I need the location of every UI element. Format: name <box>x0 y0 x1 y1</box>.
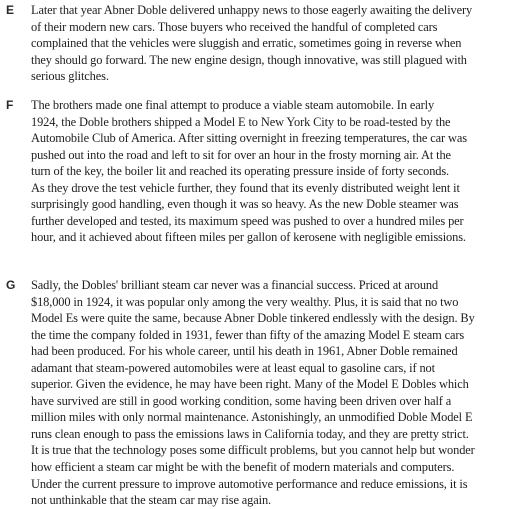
text-line: Later that year Abner Doble delivered unhappy news to those eagerly awaiting the delivery <box>31 3 473 17</box>
text-line: they should go forward. The new engine design, though innovative, was still plagued with <box>31 52 467 67</box>
text-line: adamant that steam-powered automobiles were at least equal to gasoline cars, if not <box>31 360 435 375</box>
paragraph-letter: G <box>6 278 16 292</box>
text-line: Model Es were quite the same, because Abner Doble tinkered endlessly with the design. By <box>31 311 475 326</box>
text-line: runs clean enough to pass the emissions laws in California today, and they are pretty strict. <box>31 426 469 441</box>
text-line: surprisingly good handling, even though it was so heavy. As the new Doble steamer was <box>31 197 459 212</box>
text-line: million miles with only normal maintenance. Astonishingly, an unmodified Doble Model E <box>31 410 473 425</box>
paragraph-text <box>31 97 519 246</box>
paragraph-text <box>31 2 519 85</box>
text-line: Under the current pressure to improve automotive performance and reduce emissions, it is <box>31 476 468 491</box>
text-line: The brothers made one final attempt to produce a viable steam automobile. In early <box>31 98 435 112</box>
paragraph-letter: E <box>6 3 15 17</box>
text-line: turn of the key, the boiler lit and reached its operating pressure inside of forty seconds. <box>31 164 450 179</box>
text-line: 1924, the Doble brothers shipped a Model E to New York City to be road-tested by the <box>31 114 451 129</box>
text-line: further developed and tested, its maximum speed was pushed to over a hundred miles per <box>31 213 464 228</box>
text-line: complained that the vehicles were sluggish and erratic, sometimes going in reverse when <box>31 36 462 51</box>
text-line: the time the company folded in 1931, fewer than fifty of the amazing Model E steam cars <box>31 327 465 342</box>
text-line: have survived are still in good working condition, some having been driven over half a <box>31 393 452 408</box>
text-line: Automobile Club of America. After sitting overnight in freezing temperatures, the car was <box>31 131 467 146</box>
paragraph-letter: F <box>6 98 14 112</box>
text-line: pushed out into the road and left to sit for over an hour in the frosty morning air. At the <box>31 147 451 162</box>
text-line: serious glitches. <box>31 69 109 84</box>
text-line: Sadly, the Dobles' brilliant steam car never was a financial success. Priced at around <box>31 278 439 292</box>
text-line: superior. Given the evidence, he may have been right. Many of the Model E Dobles which <box>31 377 469 392</box>
text-line: hour, and it achieved about fifteen miles per gallon of kerosene with negligible emissions. <box>31 230 466 245</box>
text-line: had been produced. For his whole career, until his death in 1961, Abner Doble remained <box>31 344 458 359</box>
paragraph-text <box>31 277 519 509</box>
text-line: As they drove the test vehicle further, they found that its evenly distributed weight lent it <box>31 180 460 195</box>
text-line: not unthinkable that the steam car may rise again. <box>31 493 272 508</box>
text-line: how efficient a steam car might be with the benefit of modern materials and computers. <box>31 460 455 475</box>
text-line: $18,000 in 1924, it was popular only among the very wealthy. Plus, it is said that no two <box>31 294 459 309</box>
text-line: of their modern new cars. Those buyers who received the handful of completed cars <box>31 19 438 34</box>
text-line: It is true that the technology poses some difficult problems, but you cannot help but wonder <box>31 443 475 458</box>
